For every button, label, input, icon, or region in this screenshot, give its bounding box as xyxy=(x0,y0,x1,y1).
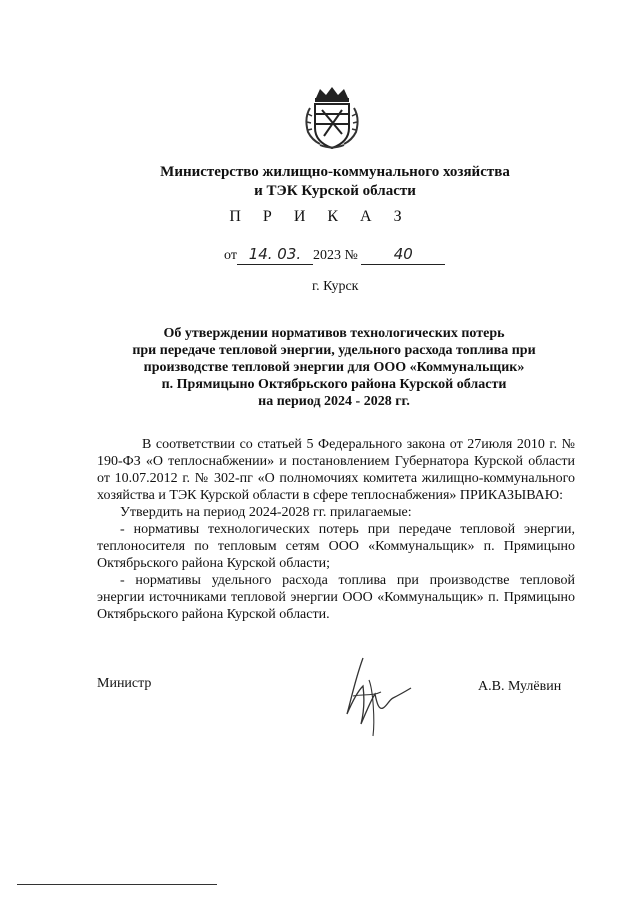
signatory-name: А.В. Мулёвин xyxy=(478,679,562,694)
city: г. Курск xyxy=(312,279,359,294)
title-line: на период 2024 - 2028 гг. xyxy=(258,394,410,409)
order-year: 2023 xyxy=(312,248,341,263)
handwritten-signature xyxy=(333,650,413,740)
handwritten-number: 40 xyxy=(393,245,413,263)
ministry-name xyxy=(0,163,640,201)
list-item-fuel: - нормативы удельного расхода топлива при производстве тепловой энергии источниками тепловой энергии ООО «Коммунальщик» п. Прямицыно Октябрьского района Курской области. xyxy=(97,573,575,622)
ministry-line-1: Министерство жилищно-коммунального хозяйства xyxy=(160,164,510,180)
title-line: при передаче тепловой энергии, удельного расхода топлива при xyxy=(132,343,536,358)
document-type: П Р И К А З xyxy=(229,208,411,225)
title-line: производстве тепловой энергии для ООО «Коммунальщик» xyxy=(143,360,525,375)
handwritten-date: 14. 03. xyxy=(248,245,302,263)
signatory-position: Министр xyxy=(97,676,152,691)
approve-paragraph: Утвердить на период 2024-2028 гг. прилагаемые: xyxy=(120,505,412,520)
kursk-coat-of-arms-icon xyxy=(302,84,362,150)
title-line: п. Прямицыно Октябрьского района Курской области xyxy=(161,377,507,392)
preamble-paragraph: В соответствии со статьей 5 Федерального закона от 27июля 2010 г. № 190-ФЗ «О теплоснабжении» и постановлением Губернатора Курской области от 10.07.2012 г. № 302-пг «О полномочиях комитета жилищно-коммунального хозяйства и ТЭК Курской области в сфере теплоснабжения» ПРИКАЗЫВАЮ: xyxy=(97,437,575,503)
title-line: Об утверждении нормативов технологических потерь xyxy=(163,326,505,341)
order-title xyxy=(0,325,640,410)
number-sign: № xyxy=(344,248,358,263)
ministry-line-2: и ТЭК Курской области xyxy=(254,183,416,199)
order-body xyxy=(97,436,575,623)
date-prefix: от xyxy=(224,248,237,263)
list-item-losses: - нормативы технологических потерь при передаче тепловой энергии, теплоносителя по тепловым сетям ООО «Коммунальщик» п. Прямицыно Октябрьского района Курской области; xyxy=(97,522,575,571)
footer-divider xyxy=(17,884,217,885)
order-date-line xyxy=(224,245,445,265)
